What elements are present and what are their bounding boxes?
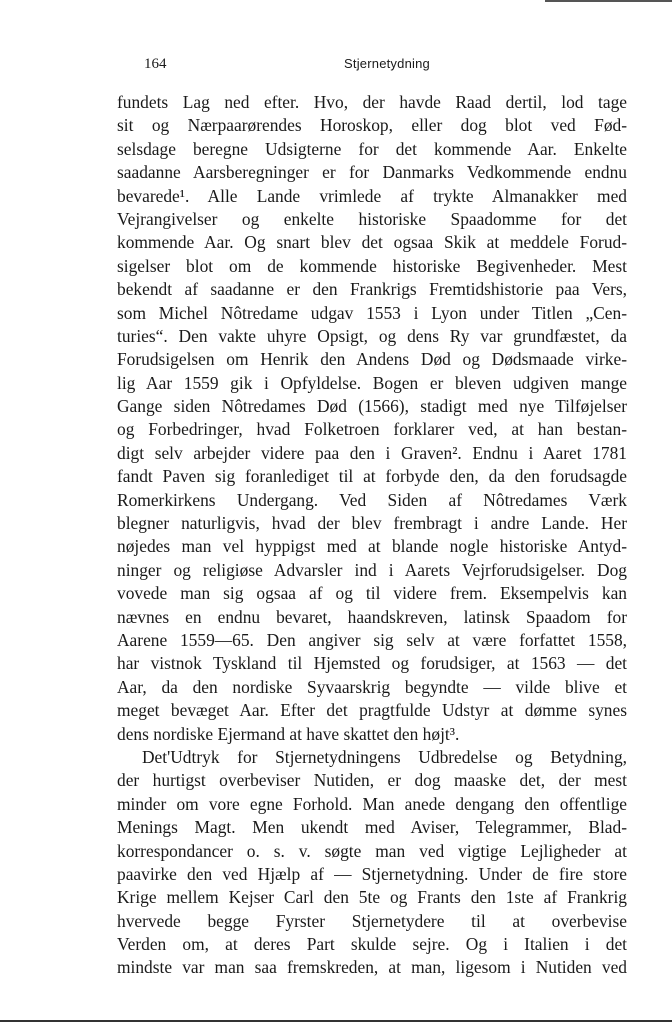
text-line: vovede man sig ogsaa af og til videre frem. Eksempelvis kan	[117, 583, 627, 604]
text-line: ninger og religiøse Advarsler ind i Aarets Vejrforudsigelser. Dog	[117, 559, 627, 580]
text-line: kommende Aar. Og snart blev det ogsaa Skik at meddele Forud-	[117, 232, 627, 253]
text-line: selsdage beregne Udsigterne for det kommende Aar. Enkelte	[117, 138, 627, 159]
text-line: sigelser blot om de kommende historiske Begivenheder. Mest	[117, 255, 627, 276]
text-line: saadanne Aarsberegninger er for Danmarks Vedkommende endnu	[117, 162, 627, 183]
text-line: korrespondancer o. s. v. søgte man ved vigtige Lejligheder at	[117, 840, 627, 861]
text-line: Gange siden Nôtredames Død (1566), stadigt med nye Tilføjelser	[117, 396, 627, 417]
text-line: Forudsigelsen om Henrik den Andens Død og Dødsmaade virke-	[117, 349, 627, 370]
paragraph-end-line: dens nordiske Ejermand at have skattet den højt³.	[117, 723, 460, 744]
text-line: Aarene 1559—65. Den angiver sig selv at være forfattet 1558,	[117, 629, 627, 650]
text-line: Verden om, at deres Part skulde sejre. Og i Italien i det	[117, 934, 627, 955]
text-line: Aar, da den nordiske Syvaarskrig begyndte — vilde blive et	[117, 676, 627, 697]
text-line: som Michel Nôtredame udgav 1553 i Lyon under Titlen „Cen-	[117, 302, 627, 323]
text-line: har vistnok Tyskland til Hjemsted og forudsiger, at 1563 — det	[117, 653, 627, 674]
top-edge-rule	[545, 0, 672, 2]
text-line: paavirke den ved Hjælp af — Stjernetydning. Under de fire store	[117, 863, 627, 884]
running-title: Stjernetydning	[344, 56, 430, 71]
text-line: og Forbedringer, hvad Folketroen forklarer ved, at han bestan-	[117, 419, 627, 440]
text-line: nøjedes man vel hyppigst med at blande nogle historiske Antyd-	[117, 536, 627, 557]
text-line: fandt Paven sig foranlediget til at forbyde den, da den forudsagde	[117, 466, 627, 487]
text-line: minder om vore egne Forhold. Man anede dengang den offentlige	[117, 793, 627, 814]
text-line: mindste var man saa fremskreden, at man, ligesom i Nutiden ved	[117, 957, 627, 978]
text-line: fundets Lag ned efter. Hvo, der havde Raad dertil, lod tage	[117, 92, 627, 112]
text-line: digt selv arbejder videre paa den i Graven². Endnu i Aaret 1781	[117, 442, 627, 463]
page-header	[144, 56, 630, 78]
text-line: sit og Nærpaarørendes Horoskop, eller dog blot ved Fød-	[117, 115, 627, 136]
text-line: hvervede begge Fyrster Stjernetydere til at overbevise	[117, 910, 627, 931]
text-line: lig Aar 1559 gik i Opfyldelse. Bogen er bleven udgiven mange	[117, 372, 627, 393]
text-line: nævnes en endnu bevaret, haandskreven, latinsk Spaadom for	[117, 606, 627, 627]
text-line: bevarede¹. Alle Lande vrimlede af trykte Almanakker med	[117, 185, 627, 206]
text-line: der hurtigst overbeviser Nutiden, er dog maaske det, der mest	[117, 770, 627, 791]
text-line: Menings Magt. Men ukendt med Aviser, Telegrammer, Blad-	[117, 817, 627, 838]
text-line: Vejrangivelser og enkelte historiske Spaadomme for det	[117, 208, 627, 229]
bottom-edge-rule	[0, 1020, 672, 1022]
text-line: bekendt af saadanne er den Frankrigs Fremtidshistorie paa Vers,	[117, 279, 627, 300]
text-line: meget bevæget Aar. Efter det pragtfulde Udstyr at dømme synes	[117, 700, 627, 721]
paragraph-start-line: Det'Udtryk for Stjernetydningens Udbredelse og Betydning,	[142, 746, 627, 767]
text-line: blegner naturligvis, hvad der blev frembragt i andre Lande. Her	[117, 513, 627, 534]
text-line: Romerkirkens Undergang. Ved Siden af Nôtredames Værk	[117, 489, 627, 510]
page-number: 164	[144, 56, 167, 72]
text-line: Krige mellem Kejser Carl den 5te og Frants den 1ste af Frankrig	[117, 887, 627, 908]
body-text	[117, 91, 627, 980]
text-line: turies“. Den vakte uhyre Opsigt, og dens Ry var grundfæstet, da	[117, 325, 627, 346]
